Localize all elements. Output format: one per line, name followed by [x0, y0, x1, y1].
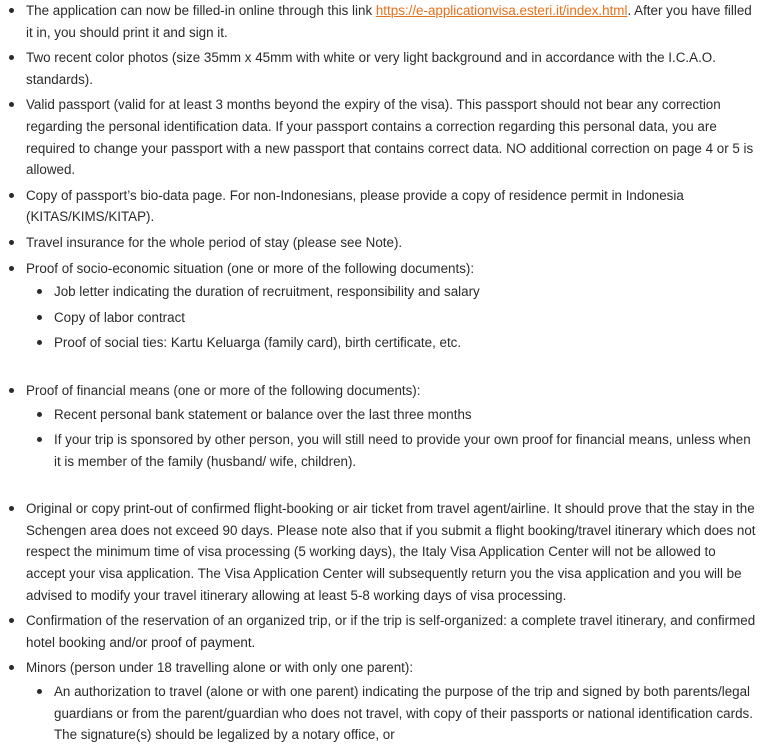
- socio-subitem-text: Proof of social ties: Kartu Keluarga (family card), birth certificate, etc.: [54, 335, 462, 351]
- minors-subitem-text: An authorization to travel (alone or with one parent) indicating the purpose of the trip and signed by both parents/legal guardians or from the parent/guardian who does not travel, with copy of their passports or national identification cards. The signature(s) should be legalized by a notary office, or: [54, 684, 753, 743]
- flight-text: Original or copy print-out of confirmed flight-booking or air ticket from travel agent/airline. It should prove that the stay in the Schengen area does not exceed 90 days. Please note also that if you submit a flight booking/travel itinerary which does not respect the minimum time of visa processing (5 working days), the Italy Visa Application Center will not be allowed to accept your visa application. The Visa Application Center will subsequently return you the visa application and you will be advised to modify your travel itinerary allowing at least 5-8 working days of visa processing.: [26, 501, 756, 603]
- financial-subitem: [54, 429, 756, 472]
- photos-text: Two recent color photos (size 35mm x 45mm with white or very light background and in accordance with the I.C.A.O. standards).: [26, 50, 716, 87]
- list-item-socio-economic: [26, 258, 756, 354]
- list-item-trip: [26, 610, 756, 653]
- socio-subitem: [54, 332, 756, 354]
- insurance-text: Travel insurance for the whole period of stay (please see Note).: [26, 234, 403, 250]
- list-item-insurance: [26, 232, 756, 254]
- list-item-financial: [26, 380, 756, 472]
- financial-label: Proof of financial means (one or more of the following documents):: [26, 382, 421, 398]
- application-text-after: . After you have filled it in, you should print it and sign it.: [26, 3, 752, 40]
- financial-subitem-text: If your trip is sponsored by other person, you will still need to provide your own proof for financial means, unless when it is member of the family (husband/ wife, children).: [54, 432, 751, 469]
- socio-subitem-text: Job letter indicating the duration of recruitment, responsibility and salary: [54, 284, 480, 300]
- application-text-before: The application can now be filled-in online through this link: [26, 3, 376, 18]
- list-item-photos: [26, 47, 756, 90]
- passport-text: Valid passport (valid for at least 3 months beyond the expiry of the visa). This passport should not bear any correction regarding the personal identification data. If your passport contains a correction regarding this personal data, you are required to change your passport with a new passport that contains correct data. NO additional correction on page 4 or 5 is allowed.: [26, 97, 754, 178]
- minors-sublist: [26, 681, 756, 746]
- list-item-biodata: [26, 185, 756, 228]
- financial-subitem-text: Recent personal bank statement or balance over the last three months: [54, 406, 472, 422]
- financial-sublist: [26, 404, 756, 473]
- minors-subitem: [54, 681, 756, 746]
- trip-text: Confirmation of the reservation of an organized trip, or if the trip is self-organized: a complete travel itinerary, and confirmed hotel booking and/or proof of payment.: [26, 613, 756, 650]
- application-link[interactable]: https://e-applicationvisa.esteri.it/index.html: [375, 3, 628, 18]
- minors-label: Minors (person under 18 travelling alone or with only one parent):: [26, 660, 414, 676]
- list-item-flight: [26, 498, 756, 606]
- financial-subitem: [54, 404, 756, 426]
- socio-sublist: [26, 281, 756, 354]
- list-item-minors: [26, 657, 756, 745]
- list-item-passport: [26, 94, 756, 180]
- biodata-text: Copy of passport’s bio-data page. For non-Indonesians, please provide a copy of residence permit in Indonesia (KITAS/KIMS/KITAP).: [26, 187, 684, 225]
- socio-subitem-text: Copy of labor contract: [54, 309, 185, 325]
- socio-subitem: [54, 307, 756, 329]
- socio-label: Proof of socio-economic situation (one or more of the following documents):: [26, 260, 475, 276]
- list-item-application: [26, 0, 756, 43]
- socio-subitem: [54, 281, 756, 303]
